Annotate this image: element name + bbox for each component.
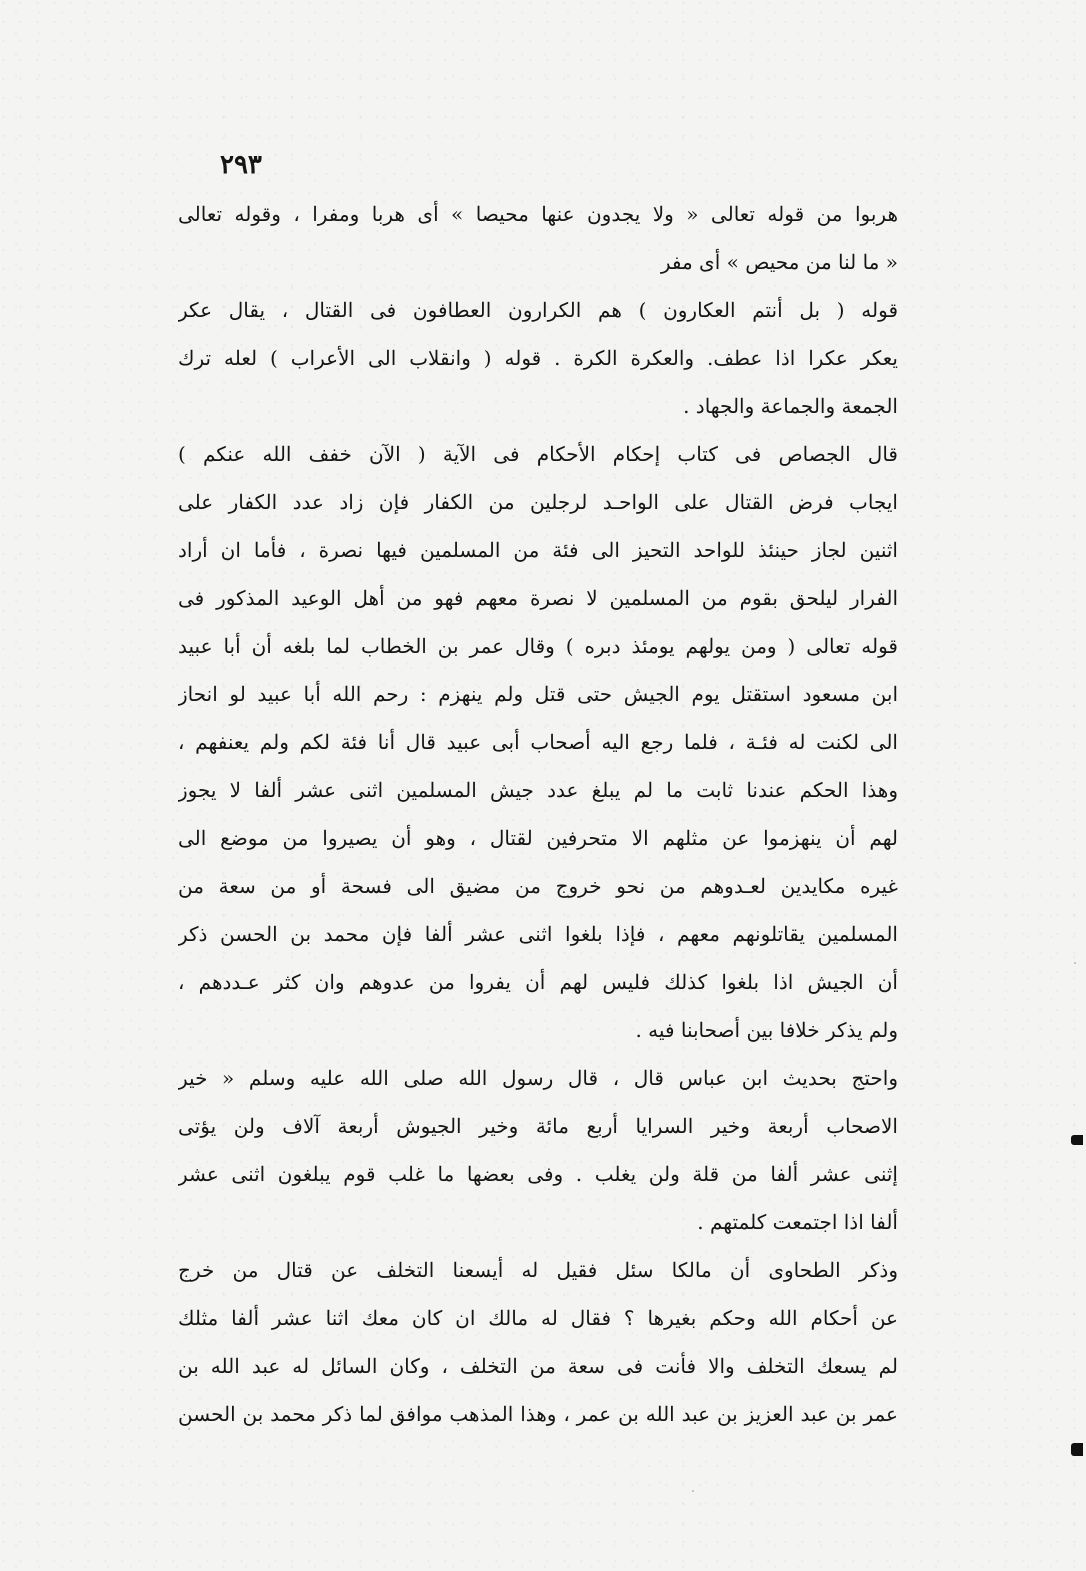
text-line: وذكر الطحاوى أن مالكا سئل فقيل له أيسعنا التخلف عن قتال من خرج	[178, 1258, 898, 1282]
text-line: غيره مكايدين لعـدوهم من نحو خروج من مضيق الى فسحة أو من سعة من	[178, 874, 898, 898]
text-line: ولم يذكر خلافا بين أصحابنا فيه .	[635, 1018, 898, 1042]
text-line: ألفا اذا اجتمعت كلمتهم .	[697, 1210, 898, 1234]
text-line: عن أحكام الله وحكم بغيرها ؟ فقال له مالك ان كان معك اثنا عشر ألفا مثلك	[178, 1306, 898, 1330]
text-line: قوله ( بل أنتم العكارون ) هم الكرارون العطافون فى القتال ، يقال عكر	[178, 298, 898, 322]
text-line: الى لكنت له فئـة ، فلما رجع اليه أصحاب أبى عبيد قال أنا فئة لكم ولم يعنفهم ،	[178, 730, 898, 754]
text-line: هربوا من قوله تعالى « ولا يجدون عنها محيصا » أى هربا ومفرا ، وقوله تعالى	[178, 202, 898, 226]
scan-edge-mark	[1071, 1443, 1083, 1456]
text-line: وهذا الحكم عندنا ثابت ما لم يبلغ عدد جيش المسلمين اثنى عشر ألفا لا يجوز	[178, 778, 898, 802]
text-line: المسلمين يقاتلونهم معهم ، فإذا بلغوا اثنى عشر ألفا فإن محمد بن الحسن ذكر	[178, 922, 898, 946]
scan-edge-mark	[1071, 1135, 1083, 1145]
text-line: ابن مسعود استقتل يوم الجيش حتى قتل ولم ينهزم : رحم الله أبا عبيد لو انحاز	[178, 682, 898, 706]
text-line: الفرار ليلحق بقوم من المسلمين لا نصرة معهم فهو من أهل الوعيد المذكور فى	[178, 586, 898, 610]
scan-speck	[188, 1428, 190, 1430]
arabic-text-body	[178, 190, 898, 1438]
text-line: عمر بن عبد العزيز بن عبد الله بن عمر ، وهذا المذهب موافق لما ذكر محمد بن الحسن	[178, 1402, 898, 1426]
text-line: أن الجيش اذا بلغوا كذلك فليس لهم أن يفروا من عدوهم وان كثر عـددهم ،	[178, 970, 898, 994]
scan-speck	[692, 1490, 694, 1492]
text-line: لم يسعك التخلف والا فأنت فى سعة من التخلف ، وكان السائل له عبد الله بن	[178, 1354, 898, 1378]
text-line: قوله تعالى ( ومن يولهم يومئذ دبره ) وقال عمر بن الخطاب لما بلغه أن أبا عبيد	[178, 634, 898, 658]
text-line: اثنين لجاز حينئذ للواحد التحيز الى فئة من المسلمين فيها نصرة ، فأما ان أراد	[178, 538, 898, 562]
text-line: إثنى عشر ألفا من قلة ولن يغلب . وفى بعضها ما غلب قوم يبلغون اثنى عشر	[178, 1162, 898, 1186]
text-line: « ما لنا من محيص » أى مفر	[660, 250, 898, 274]
text-line: لهم أن ينهزموا عن مثلهم الا متحرفين لقتال ، وهو أن يصيروا من موضع الى	[178, 826, 898, 850]
text-line: ايجاب فرض القتال على الواحـد لرجلين من الكفار فإن زاد عدد الكفار على	[178, 490, 898, 514]
page-number: ٢٩٣	[220, 150, 262, 180]
text-line: الجمعة والجماعة والجهاد .	[683, 394, 898, 418]
text-line: قال الجصاص فى كتاب إحكام الأحكام فى الآية ( الآن خفف الله عنكم )	[178, 442, 898, 466]
text-line: يعكر عكرا اذا عطف. والعكرة الكرة . قوله ( وانقلاب الى الأعراب ) لعله ترك	[178, 346, 898, 370]
text-line: واحتج بحديث ابن عباس قال ، قال رسول الله صلى الله عليه وسلم « خير	[178, 1066, 898, 1090]
text-line: الاصحاب أربعة وخير السرايا أربع مائة وخير الجيوش أربعة آلاف ولن يؤتى	[178, 1114, 898, 1138]
scan-speck	[1074, 962, 1076, 964]
